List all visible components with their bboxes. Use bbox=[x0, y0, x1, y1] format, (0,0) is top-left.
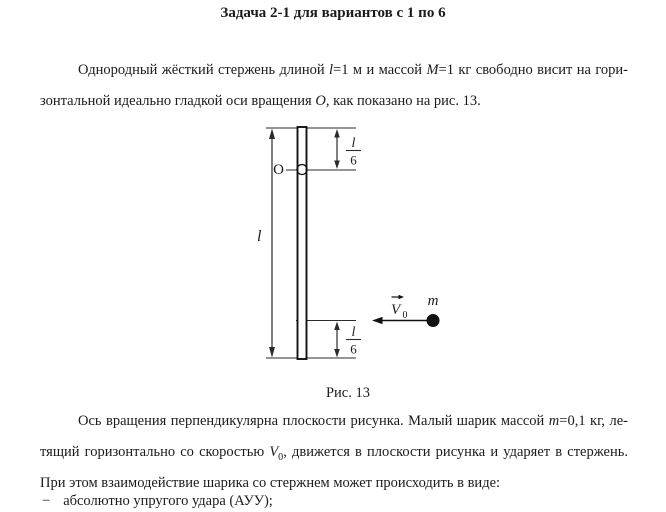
bullet-dash: − bbox=[42, 493, 51, 509]
var-M: M bbox=[426, 62, 439, 78]
text-segment: зонтальной идеально гладкой оси вращения bbox=[40, 93, 316, 109]
velocity-subscript: 0 bbox=[402, 310, 408, 321]
velocity-symbol: V bbox=[391, 302, 401, 318]
axis-label: O bbox=[273, 162, 284, 178]
ball bbox=[427, 314, 440, 327]
paragraph-2 bbox=[40, 406, 628, 499]
bullet-item bbox=[42, 491, 273, 511]
mass-label: m bbox=[427, 293, 439, 309]
velocity-label bbox=[391, 295, 408, 321]
var-m: m bbox=[548, 413, 560, 429]
bullet-text: абсолютно упругого удара (АУУ); bbox=[63, 493, 273, 509]
text-line bbox=[40, 86, 628, 117]
text-segment: =0,1 кг, ле- bbox=[559, 413, 628, 429]
fraction-numerator: l bbox=[351, 325, 356, 340]
var-V-subscript: 0 bbox=[278, 451, 284, 463]
var-V: V bbox=[269, 444, 279, 460]
text-segment: =1 м и массой bbox=[333, 62, 427, 78]
text-line bbox=[40, 55, 628, 86]
text-segment: =1 кг свободно висит на гори- bbox=[438, 62, 628, 78]
text-line bbox=[40, 406, 628, 437]
text-line: При этом взаимодействие шарика со стержнем может происходить в виде: bbox=[40, 475, 501, 491]
text-segment: Ось вращения перпендикулярна плоскости рисунка. Малый шарик массой bbox=[78, 413, 549, 429]
text-segment: , как показано на рис. 13. bbox=[325, 93, 481, 109]
paragraph-1 bbox=[40, 55, 628, 117]
var-l: l bbox=[329, 62, 334, 78]
bottom-sixth-dimension-arrow bbox=[334, 322, 340, 358]
fraction-denominator: 6 bbox=[350, 341, 357, 357]
figure-caption: Рис. 13 bbox=[325, 385, 370, 401]
top-sixth-dimension-arrow bbox=[334, 129, 340, 169]
fraction-denominator: 6 bbox=[350, 152, 357, 168]
var-O: O bbox=[315, 93, 326, 109]
text-segment: тящий горизонтально со скоростью bbox=[40, 444, 270, 460]
fraction-numerator: l bbox=[351, 136, 356, 151]
rod bbox=[298, 127, 307, 359]
vector-arrowhead bbox=[399, 295, 405, 299]
text-segment: Однородный жёсткий стержень длиной bbox=[78, 62, 330, 78]
rod-length-label: l bbox=[257, 228, 262, 245]
figure-rod-diagram bbox=[248, 120, 448, 388]
bottom-fraction-label bbox=[346, 325, 361, 357]
top-fraction-label bbox=[346, 136, 361, 168]
text-line bbox=[40, 437, 628, 468]
text-segment: , движется в плоскости рисунка и ударяет в стержень. bbox=[283, 444, 628, 460]
problem-title: Задача 2-1 для вариантов с 1 по 6 bbox=[220, 5, 446, 21]
